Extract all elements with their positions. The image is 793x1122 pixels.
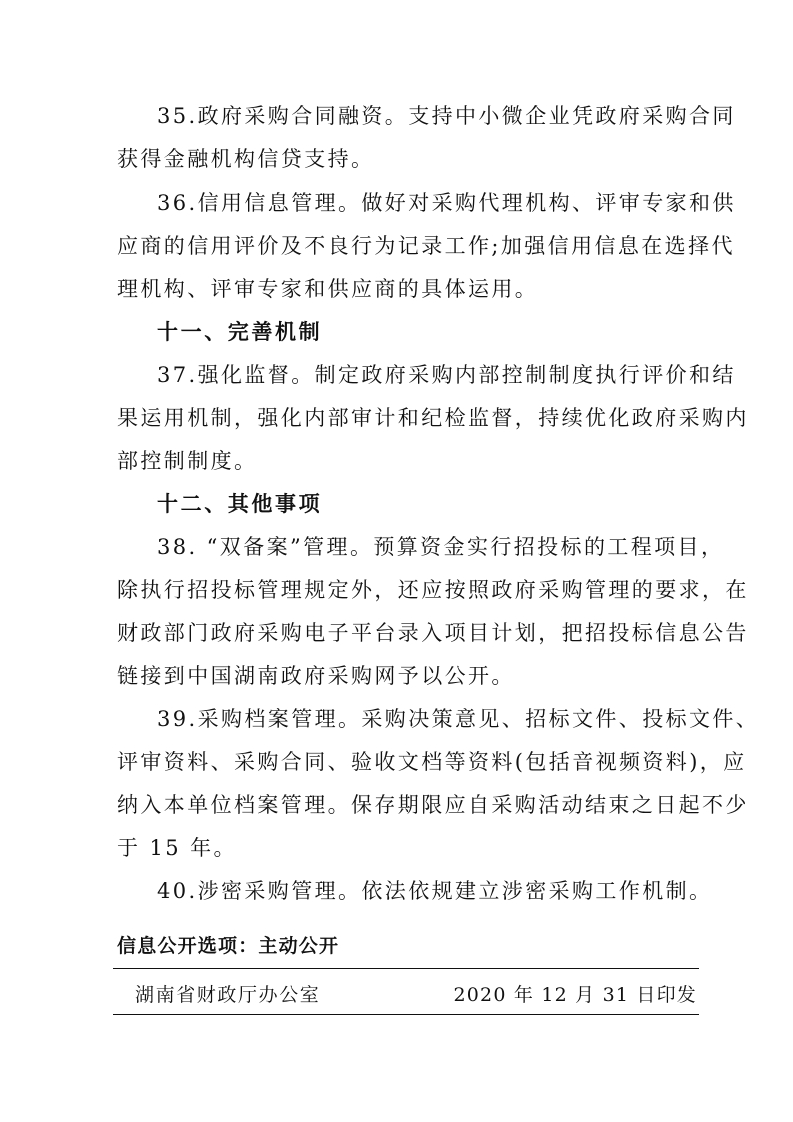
paragraph-39-line-1: 39.采购档案管理。采购决策意见、招标文件、投标文件、 xyxy=(157,707,760,731)
paragraph-38-line-1: 38. “双备案”管理。预算资金实行招投标的工程项目， xyxy=(157,535,725,559)
paragraph-35-line-2: 获得金融机构信贷支持。 xyxy=(117,147,375,171)
issue-date: 2020 年 12 月 31 日印发 xyxy=(453,984,697,1006)
paragraph-36-line-3: 理机构、评审专家和供应商的具体运用。 xyxy=(117,277,539,301)
paragraph-38-line-2: 除执行招投标管理规定外，还应按照政府采购管理的要求，在 xyxy=(117,578,749,602)
disclosure-option: 信息公开选项：主动公开 xyxy=(117,935,340,957)
paragraph-37-line-1: 37.强化监督。制定政府采购内部控制制度执行评价和结 xyxy=(157,363,736,387)
footer-top-rule xyxy=(113,968,699,969)
paragraph-40-line-1: 40.涉密采购管理。依法依规建立涉密采购工作机制。 xyxy=(157,879,713,903)
section-heading-11: 十一、完善机制 xyxy=(157,320,323,344)
paragraph-37-line-2: 果运用机制，强化内部审计和纪检监督，持续优化政府采购内 xyxy=(117,406,749,430)
paragraph-35-line-1: 35.政府采购合同融资。支持中小微企业凭政府采购合同 xyxy=(157,104,736,128)
paragraph-39-line-3: 纳入本单位档案管理。保存期限应自采购活动结束之日起不少 xyxy=(117,793,749,817)
paragraph-36-line-2: 应商的信用评价及不良行为记录工作;加强信用信息在选择代 xyxy=(117,234,735,258)
footer-bottom-rule xyxy=(113,1014,699,1015)
paragraph-39-line-4: 于 15 年。 xyxy=(117,836,237,860)
paragraph-36-line-1: 36.信用信息管理。做好对采购代理机构、评审专家和供 xyxy=(157,191,736,215)
issuer-name: 湖南省财政厅办公室 xyxy=(135,984,321,1006)
section-heading-12: 十二、其他事项 xyxy=(157,492,323,516)
paragraph-39-line-2: 评审资料、采购合同、验收文档等资料(包括音视频资料)，应 xyxy=(117,750,747,774)
paragraph-38-line-4: 链接到中国湖南政府采购网予以公开。 xyxy=(117,664,515,688)
paragraph-38-line-3: 财政部门政府采购电子平台录入项目计划，把招投标信息公告 xyxy=(117,621,749,645)
paragraph-37-line-3: 部控制制度。 xyxy=(117,449,258,473)
